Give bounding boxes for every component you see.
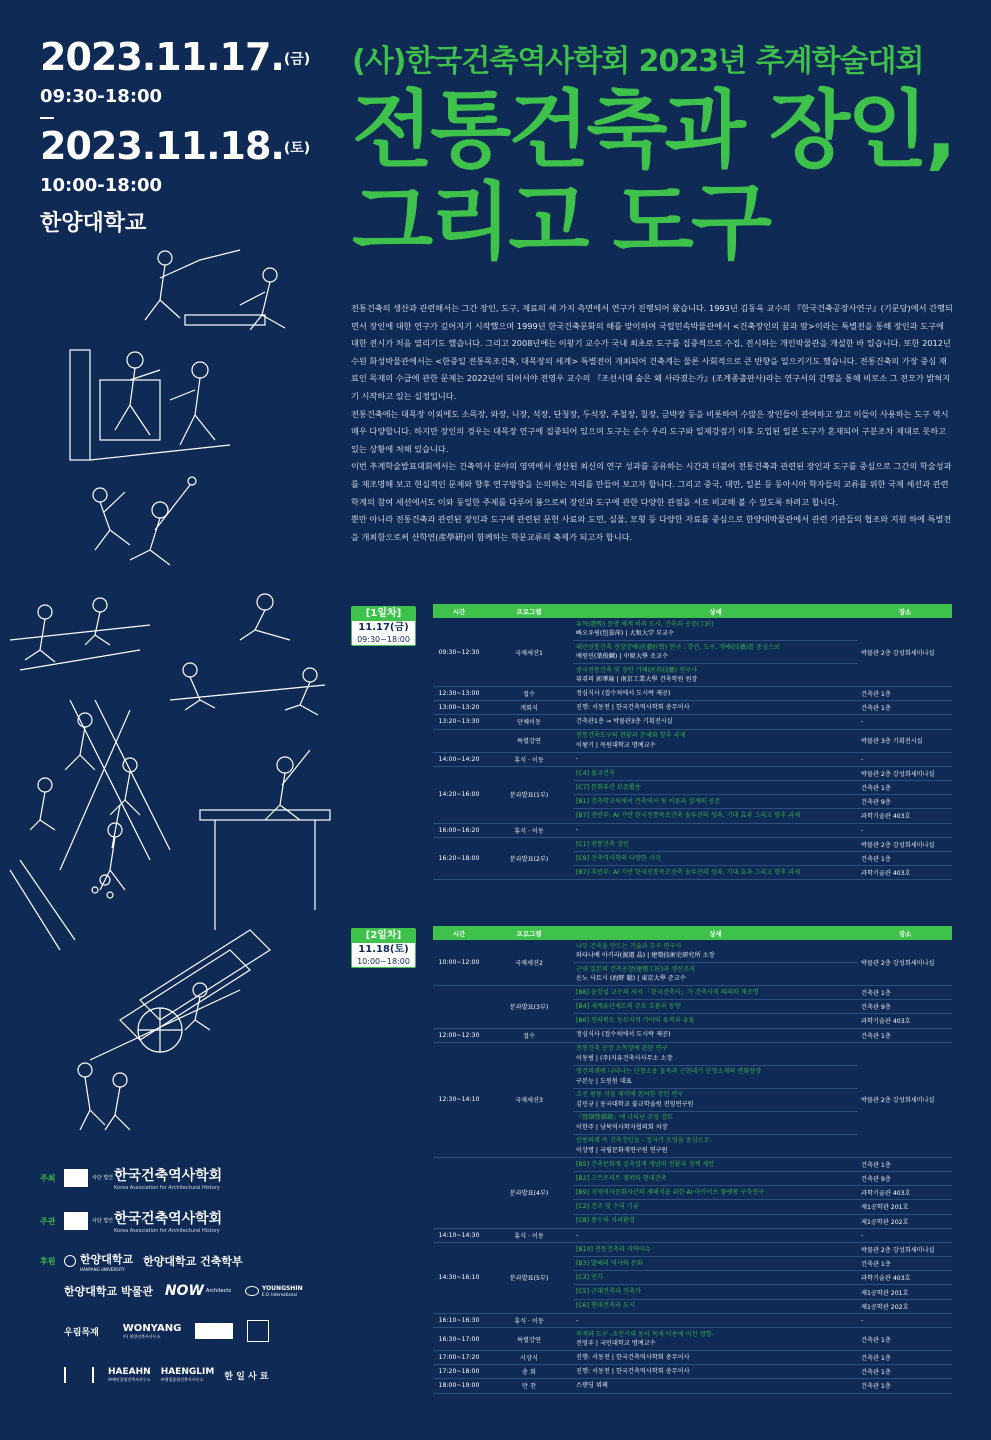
detail-title: 목재와 도구 -조선시대 동이 목재 이용에 미친 영향-: [576, 1330, 714, 1338]
cell-place: 박물관 2층 강성희세미나실: [858, 618, 952, 687]
detail-speaker: -: [576, 826, 579, 834]
day-1-hours: 09:30~18:00: [357, 635, 410, 644]
detail-speaker: 구본능 | 도원원 대표: [576, 1077, 632, 1085]
detail-speaker: 이왕기 | 목원대학교 명예교수: [576, 741, 656, 749]
detail-speaker: 이동범 | (주)지유건축사사무소 소장: [576, 1054, 673, 1062]
header-time: 시간: [433, 926, 485, 940]
support-now-sub: Architects: [205, 1288, 231, 1294]
craftsman-figure: [78, 930, 270, 1130]
table-row: [433, 1242, 952, 1256]
support-haeahn: HAEAHN: [108, 1367, 151, 1377]
craftsman-figure: [93, 477, 196, 565]
youngshin-logo-icon: [245, 1286, 259, 1296]
detail-speaker: 뭐쥐의 郭華瑜 | 南京工業大學 건축학원 원장: [576, 676, 698, 683]
table-row: [433, 618, 952, 641]
sponsor-logo-box: [195, 1323, 233, 1339]
detail-speaker: 건축관1층 → 박물관3층 기획전시실: [576, 718, 673, 726]
cell-time: 17:20~18:00: [433, 1365, 485, 1379]
cell-place: 박물관 2층 강성희세미나실: [858, 940, 952, 986]
cell-place: -: [858, 752, 952, 766]
cell-program: 접수: [485, 687, 573, 701]
cell-detail: [573, 1365, 858, 1379]
cell-detail: [573, 837, 858, 851]
cell-program: 시상식: [485, 1351, 573, 1365]
table-row: [433, 1313, 952, 1327]
detail-speaker: 전영우 | 국민대학교 명예교수: [576, 1340, 656, 1347]
intro-paragraph: 뿐만 아니라 전통건축과 관련된 장인과 도구에 관련된 문헌 사료와 도면, 실물, 모형 등 다양한 자료를 중심으로 한양대박물관에서 관련 기관들의 협조와 지원 하에 특별전을 개최함으로써 산학연(産學硏)이 함께하는 학문교류의 축제가 되고자 합니다.: [351, 514, 952, 542]
table-row: [433, 837, 952, 851]
detail-title: [B4] 세계유산제도의 주요 흐름과 동향: [576, 1003, 681, 1011]
org-name-en: Korea Association for Architectural History: [114, 1228, 220, 1234]
cell-place: 건축관 1층: [858, 701, 952, 715]
detail-speaker: 빠오우핑(包慕萍) | 大和大学 부교수: [576, 630, 674, 637]
day-1-rows: [433, 618, 952, 880]
hanyang-emblem-icon: [64, 1255, 76, 1267]
cell-detail: [573, 1000, 858, 1014]
table-header-row: [433, 926, 952, 940]
detail-title: [B7] 후반부: AI 기반 한국전통목조건축 솔루션의 성과, 기대 효과 그리고 향후 과제: [576, 868, 801, 876]
detail-speaker: -: [576, 755, 579, 763]
cell-time: 09:30~12:30: [433, 618, 485, 687]
detail-title: 『營繕營繕錄』에 나타난 조영 검토: [576, 1114, 674, 1122]
cell-program: 만 찬: [485, 1379, 573, 1393]
support-hanyang: 한양대학교: [80, 1252, 134, 1266]
table-row: [433, 986, 952, 1000]
detail-title: 대만전통건축 전장장예(匠藝匠營) 연구 : 장인, 도구, 개예(技藝)를 중심으로: [576, 643, 781, 651]
detail-speaker: 예원민(葉俊麟) | 中原大學 조교수: [576, 653, 668, 660]
cell-place: 제1공학관 201호: [858, 1285, 952, 1299]
detail-title: 중국전통건축 및 장인 기예(匠作技藝) 연구사: [576, 666, 698, 674]
cell-detail: [573, 851, 858, 865]
cell-detail: [573, 1214, 858, 1228]
architect-logo-icon: [64, 1367, 94, 1383]
cell-place: 박물관 2층 강성희세미나실: [858, 1042, 952, 1157]
day-2-hours: 10:00~18:00: [357, 957, 410, 966]
cell-place: 건축관 9층: [858, 1171, 952, 1185]
cell-time: 12:30~14:10: [433, 1042, 485, 1157]
cell-detail: [573, 687, 858, 701]
cell-program: 총 회: [485, 1365, 573, 1379]
day-2-schedule-table: [433, 926, 952, 1394]
detail-title: [B10] 전통건축과 지역이슈: [576, 1245, 651, 1253]
cell-detail: [573, 1157, 858, 1171]
cell-place: 건축관 1층: [858, 1157, 952, 1171]
support-hanyang-en: HANYANG UNIVERSITY: [80, 1266, 125, 1272]
support-row-3: [40, 1316, 340, 1346]
cell-time: 12:30~13:00: [433, 687, 485, 701]
cell-time: 17:00~17:20: [433, 1351, 485, 1365]
detail-title: [B9] 지역역사문화자산의 재해석을 위한 AI·아카이브 플랫폼 구축연구: [576, 1188, 765, 1196]
header-detail: 상세: [573, 604, 858, 618]
cell-place: 제1공학관 201호: [858, 1200, 952, 1214]
date-2: 2023.11.18.: [40, 123, 284, 168]
cell-place: -: [858, 715, 952, 729]
cell-time: 14:20~16:00: [433, 766, 485, 823]
cell-detail: [573, 664, 858, 687]
craftsman-figure: [30, 700, 330, 930]
cell-place: 건축관 1층: [858, 1365, 952, 1379]
detail-title: [B2] 고트프리트 젬퍼와 현대건축: [576, 1174, 667, 1182]
day-2-rows: [433, 940, 952, 1393]
cell-time: 14:00~14:20: [433, 752, 485, 766]
detail-title: [B5] 건축문화재 실측설계 개념의 전환과 정책 제안: [576, 1160, 715, 1168]
detail-title: [B1] 건축학교육에서 건축역사 및 이론과 설계의 공존: [576, 797, 721, 805]
support-haeahn-sub: ㈜해안종합건축사사무소: [108, 1377, 151, 1382]
cell-detail: [573, 795, 858, 809]
cell-place: 건축관 1층: [858, 1028, 952, 1042]
support-museum: 한양대학교 박물관: [64, 1285, 153, 1298]
cell-detail: [573, 618, 858, 641]
support-youngshin-sub: E.O. International: [261, 1292, 297, 1297]
detail-speaker: 운노 사토시 (海野 聡) | 東京大學 준교수: [576, 975, 686, 982]
org-small-label: 사단 법인: [92, 1218, 113, 1224]
time-2: 10:00-18:00: [40, 174, 163, 196]
cell-place: 과학기술관 403호: [858, 1186, 952, 1200]
cell-detail: [573, 1111, 858, 1134]
table-row: [433, 1351, 952, 1365]
support-hanil: 한 일 사 료: [224, 1371, 269, 1382]
support-haenglim-sub: ㈜행림종합건축사사무소: [160, 1377, 204, 1382]
date-1-dow: (금): [283, 51, 311, 68]
day-1-date: 11.17(금): [358, 622, 409, 633]
cell-place: 건축관 1층: [858, 1351, 952, 1365]
cell-detail: [573, 1271, 858, 1285]
cell-detail: [573, 1171, 858, 1185]
detail-title: [B8] 윤장섭 교수의 저서 「한국건축사」가 건축사적 의의와 재조명: [576, 988, 759, 996]
detail-title: 산릉의궤 속 건축장인들 - 정자각 조영을 중심으로-: [576, 1137, 712, 1145]
cell-place: 건축관 9층: [858, 1000, 952, 1014]
date-1: 2023.11.17.: [40, 35, 284, 79]
cell-place: -: [858, 1313, 952, 1327]
detail-title: [B6] 전라북도 동부지역 가야의 유적과 유물: [576, 1017, 695, 1025]
detail-title: 유목(遊牧) 문명 체계 하의 도시, 건축과 공장(工匠): [576, 620, 714, 628]
org-name: 한국건축역사학회: [114, 1211, 223, 1227]
detail-title: 나무 건축을 만드는 기술과 도구 연구사: [576, 942, 682, 950]
detail-speaker: -: [576, 1231, 579, 1239]
intro-paragraph: 전통건축의 생산과 관련해서는 그간 장인, 도구, 재료의 세 가지 측면에서 연구가 진행되어 왔습니다. 1993년 김동욱 교수의 『한국건축공장사연구』(기문당)에서 간행되면서 장인에 대한 연구가 깊어지기 시작했으며 1999년 한국건축문화의 해를 맞이하여 국립민속박물관에서 <건축장인의 꿈과 땀>이라는 특별전을 통해 장인과 도구에 대한 전시가 처음 열리기도 했습니다. 그리고 2008년에는 이왕기 교수가 국내 최초로 도구를 집중적으로 수집, 전시하는 개인박물관을 개설한 바 있습니다. 또한 2012년 수원 화성박물관에서는 <한중일 전통목조건축, 대목장의 세계> 특별전이 개최되어 건축계는 물론 사회적으로 큰 반향을 일으키기도 했습니다. 전통건축의 가장 중심 재료인 목재의 수급에 관한 문제는 2022년이 되어서야 전영우 교수의 『조선시대 숲은 왜 사라졌는가』(조계종출판사)라는 연구서의 간행을 통해 비로소 그 전모가 밝혀지기 시작하고 있는 실정입니다.: [351, 303, 953, 401]
header-place: 장소: [858, 926, 952, 940]
cell-program: 분과발표(1부): [485, 766, 573, 823]
cell-detail: [573, 1313, 858, 1327]
cell-place: 건축관 1층: [858, 780, 952, 794]
day-2-badge: [351, 928, 416, 968]
detail-speaker: 진행: 서동천 | 한국건축역사학회 총무이사: [576, 704, 690, 712]
detail-speaker: 이한주 | 남북역사학자협의회 차장: [576, 1123, 668, 1131]
detail-speaker: 진행: 서동천 | 한국건축역사학회 총무이사: [576, 1368, 690, 1376]
cell-detail: [573, 823, 858, 837]
support-haenglim: HAENGLIM: [160, 1367, 215, 1377]
cell-time: 18:00~19:00: [433, 1379, 485, 1393]
support-row-2: [40, 1280, 340, 1302]
day-1-label: [1일차]: [352, 607, 415, 621]
cell-detail: [573, 986, 858, 1000]
cell-time: 14:10~14:30: [433, 1228, 485, 1242]
cell-time: 16:20~18:00: [433, 837, 485, 880]
cell-program: 분과발표(5부): [485, 1242, 573, 1313]
detail-title: [C1] 전통건축 장인: [576, 840, 629, 848]
detail-title: [C6] 현대건축과 도시: [576, 1302, 635, 1310]
cell-program: 분과발표(4부): [485, 1157, 573, 1228]
support-row-4: [40, 1360, 340, 1390]
detail-title: [C5] 근대건축과 건축가: [576, 1288, 641, 1296]
cell-time: 14:30~16:10: [433, 1242, 485, 1313]
cell-program: 분과발표(2부): [485, 837, 573, 880]
header-place: 장소: [858, 604, 952, 618]
cell-time: 16:00~16:20: [433, 823, 485, 837]
table-row: [433, 1328, 952, 1351]
venue: 한양대학교: [40, 210, 147, 236]
detail-title: 조선 왕릉 석물 제작에 참여한 장인 연구: [576, 1091, 684, 1099]
detail-speaker: 김민규 | 동국대학교 불교학술원 전임연구원: [576, 1100, 694, 1108]
cell-detail: [573, 752, 858, 766]
date-block: [40, 35, 311, 237]
cell-detail: [573, 766, 858, 780]
cell-place: 박물관 2층 강성희세미나실: [858, 1242, 952, 1256]
cell-place: 건축관 1층: [858, 851, 952, 865]
cell-detail: [573, 1134, 858, 1157]
cell-detail: [573, 729, 858, 752]
table-header-row: [433, 604, 952, 618]
detail-title: 전통건축 공장 소목장에 관한 연구: [576, 1045, 668, 1053]
cell-place: 건축관 1층: [858, 1257, 952, 1271]
table-row: [433, 1157, 952, 1171]
detail-speaker: 정심식사 (접수처에서 도시락 제공): [576, 1031, 671, 1039]
cell-detail: [573, 701, 858, 715]
craftsman-figure: [10, 805, 125, 950]
cell-program: 국제세션2: [485, 940, 573, 986]
cell-place: 과학기술관 403호: [858, 809, 952, 823]
cell-place: 제1공학관 202호: [858, 1214, 952, 1228]
cell-place: 건축관 9층: [858, 795, 952, 809]
detail-title: [C4] 불교건축: [576, 769, 615, 777]
header-program: 프로그램: [485, 604, 573, 618]
table-row: [433, 701, 952, 715]
cell-detail: [573, 940, 858, 963]
support-hanyang-arch: 한양대학교 건축학부: [143, 1255, 243, 1268]
cell-detail: [573, 715, 858, 729]
cell-place: 과학기술관 403호: [858, 1271, 952, 1285]
event-title: [352, 81, 955, 271]
detail-title: [C3] 민가: [576, 1274, 604, 1282]
cell-place: -: [858, 1228, 952, 1242]
cell-detail: [573, 780, 858, 794]
cell-time: [433, 1157, 485, 1228]
cell-program: 휴식 · 이동: [485, 752, 573, 766]
detail-speaker: -: [576, 1316, 579, 1324]
support-row-1: [40, 1250, 340, 1272]
organizer-row: [40, 1208, 340, 1234]
intro-paragraph: 전통건축에는 대목장 이외에도 소목장, 와장, 니장, 석장, 단청장, 두석장, 주철장, 칠장, 금박장 등을 비롯하여 수많은 장인들이 관여하고 있고 이들이 사용하는 도구 역시 매우 다양합니다. 하지만 장인의 경우는 대목장 연구에 집중되어 있으며 도구는 순수 우리 도구와 일제강점기 이후 도입된 일본 도구가 혼재되어 구분조차 제대로 못하고 있는 상황에 처해 있습니다.: [351, 408, 949, 454]
cell-place: 건축관 1층: [858, 986, 952, 1000]
date-2-dow: (토): [283, 140, 311, 157]
cell-detail: [573, 1186, 858, 1200]
cell-detail: [573, 1379, 858, 1393]
detail-title: [B7] 전반부: AI 기반 한국전통목조건축 솔루션의 성과, 기대 효과 그리고 향후 과제: [576, 812, 801, 820]
support-woorim: 우림목재: [64, 1327, 99, 1338]
day-1-badge: [351, 606, 416, 646]
cell-program: 휴식 · 이동: [485, 823, 573, 837]
day-1-schedule-table: [433, 604, 952, 880]
support-wonyang: WONYANG: [122, 1322, 182, 1334]
detail-title: [B3] 발해의 역사와 문화: [576, 1259, 643, 1267]
cell-time: 13:00~13:20: [433, 701, 485, 715]
detail-speaker: 와타나베 아키라(渡邉 晶) | 建築技術史研究所 소장: [576, 952, 715, 959]
cell-time: [433, 986, 485, 1029]
sponsors-block: [40, 1165, 340, 1390]
cell-detail: [573, 809, 858, 823]
title-line-1: 전통건축과 장인,: [352, 81, 955, 179]
table-row: [433, 1365, 952, 1379]
cell-place: 과학기술관 403호: [858, 866, 952, 880]
org-name-en: Korea Association for Architectural History: [114, 1185, 220, 1191]
cell-time: 12:00~12:30: [433, 1028, 485, 1042]
cell-detail: [573, 1351, 858, 1365]
host-row: [40, 1165, 340, 1191]
intro-paragraph: 이번 추계학술발표대회에서는 건축역사 분야의 영역에서 생산된 최신의 연구 성과를 공유하는 시간과 더불어 전통건축과 관련된 장인과 도구를 중심으로 그간의 학술성과를 재조명해 보고 현실적인 문제와 향후 연구방향을 논의하는 자리를 만들어 보고자 합니다. 그리고 중국, 대만, 일본 등 동아시아 학자들의 교류를 위한 국제 세션과 관련 학계의 참여 세션에서도 이와 동일한 주제를 다루어 봄으로써 장인과 도구에 관한 다양한 관점을 서로 비교해 볼 수 있도록 하려고 합니다.: [351, 461, 952, 507]
detail-speaker: 스탠딩 뷔페: [576, 1382, 608, 1390]
time-1: 09:30-18:00: [40, 86, 163, 107]
table-row: [433, 752, 952, 766]
cell-detail: [573, 1028, 858, 1042]
cell-detail: [573, 866, 858, 880]
cell-detail: [573, 1328, 858, 1351]
cell-detail: [573, 1299, 858, 1313]
cell-place: 건축관 1층: [858, 1379, 952, 1393]
craftsmen-illustration: [0, 230, 340, 1150]
cell-detail: [573, 1242, 858, 1256]
day-2-date: 11.18(토): [358, 944, 409, 955]
table-row: [433, 1042, 952, 1065]
day-2-label: [2일차]: [352, 929, 415, 943]
craftsman-figure: [145, 250, 285, 330]
cell-detail: [573, 1285, 858, 1299]
cell-detail: [573, 1042, 858, 1065]
table-row: [433, 766, 952, 780]
kaah-logo-icon: [64, 1212, 88, 1230]
table-row: [433, 1228, 952, 1242]
cell-program: 휴식 · 이동: [485, 1313, 573, 1327]
cell-program: 휴식 · 이동: [485, 1228, 573, 1242]
kaah-logo-icon: [64, 1169, 88, 1187]
cell-program: 단체이동: [485, 715, 573, 729]
detail-title: [C2] 건조 및 수리 기술: [576, 1203, 639, 1211]
cell-program: 국제세션3: [485, 1042, 573, 1157]
cell-place: 박물관 3층 기획전시실: [858, 729, 952, 752]
table-row: [433, 687, 952, 701]
cell-time: 10:00~12:00: [433, 940, 485, 986]
table-row: [433, 729, 952, 752]
detail-speaker: 이상명 | 국립문화재연구원 연구원: [576, 1146, 668, 1154]
host-label: 주최: [40, 1173, 56, 1183]
cell-time: 16:10~16:30: [433, 1313, 485, 1327]
support-wonyang-sub: 주) 원양건축사사무소: [122, 1333, 161, 1339]
cell-place: -: [858, 823, 952, 837]
detail-speaker: 진행: 서동천 | 한국건축역사학회 총무이사: [576, 1353, 690, 1361]
cell-detail: [573, 1228, 858, 1242]
cell-detail: [573, 1200, 858, 1214]
detail-title: [C9] 건축역사학의 다양한 시각: [576, 854, 661, 862]
support-now-logo: NOW: [164, 1283, 204, 1299]
cell-place: 건축관 1층: [858, 687, 952, 701]
detail-speaker: 정심식사 (접수처에서 도시락 제공): [576, 689, 671, 697]
cell-place: 건축관 1층: [858, 1328, 952, 1351]
detail-title: [C8] 풍수와 지리환경: [576, 1217, 635, 1225]
cell-program: 국제세션1: [485, 618, 573, 687]
table-row: [433, 1379, 952, 1393]
cell-place: 과학기술관 403호: [858, 1014, 952, 1028]
cell-detail: [573, 1257, 858, 1271]
cell-program: 특별강연: [485, 1328, 573, 1351]
cell-detail: [573, 963, 858, 986]
cell-place: 박물관 2층 강성희세미나실: [858, 766, 952, 780]
table-row: [433, 940, 952, 963]
cell-place: 박물관 2층 강성희세미나실: [858, 837, 952, 851]
cell-detail: [573, 641, 858, 664]
hibone-logo-icon: [247, 1320, 269, 1342]
intro-text: [351, 300, 953, 546]
cell-program: 특별강연: [485, 729, 573, 752]
org-name: 한국건축역사학회: [114, 1168, 223, 1184]
cell-time: [433, 729, 485, 752]
craftsman-figure: [70, 350, 230, 460]
cell-program: 접수: [485, 1028, 573, 1042]
detail-title: 전통건축도구의 현황과 문제와 향후 과제: [576, 732, 686, 740]
event-subtitle: (사)한국건축역사학회 2023년 추계학술대회: [352, 44, 924, 79]
header-program: 프로그램: [485, 926, 573, 940]
cell-place: 제1공학관 202호: [858, 1299, 952, 1313]
org-small-label: 사단 법인: [92, 1175, 113, 1181]
cell-time: 16:30~17:00: [433, 1328, 485, 1351]
header-time: 시간: [433, 604, 485, 618]
title-line-2: 그리고 도구: [352, 173, 769, 271]
craftsman-figure: [10, 594, 325, 715]
detail-title: 영건의궤에 나타나는 단청소용 물목과 근현대기 단청소재의 변화양상: [576, 1068, 762, 1076]
support-youngshin: YOUNGSHIN: [261, 1285, 303, 1292]
detail-title: 근대 일본의 건축공장(建築工匠)과 생산조직: [576, 965, 696, 973]
cell-detail: [573, 1014, 858, 1028]
table-row: [433, 823, 952, 837]
cell-time: 13:20~13:30: [433, 715, 485, 729]
date-divider: [40, 117, 54, 119]
header-detail: 상세: [573, 926, 858, 940]
table-row: [433, 715, 952, 729]
table-row: [433, 1028, 952, 1042]
detail-title: [C7] 문화유산 보존활용: [576, 783, 641, 791]
organizer-label: 주관: [40, 1216, 56, 1226]
cell-program: 분과발표(3부): [485, 986, 573, 1029]
cell-detail: [573, 1065, 858, 1088]
cell-detail: [573, 1088, 858, 1111]
cell-program: 개회식: [485, 701, 573, 715]
support-label: 후원: [40, 1256, 56, 1266]
